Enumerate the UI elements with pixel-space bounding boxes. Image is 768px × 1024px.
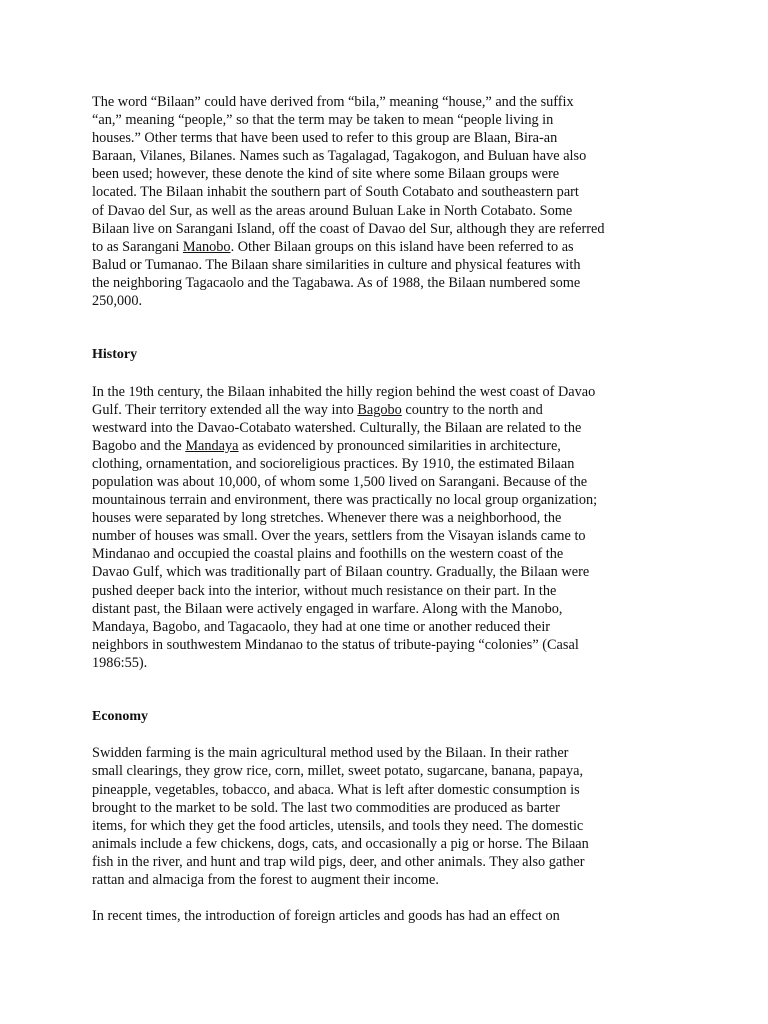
text-line: The word “Bilaan” could have derived from “bila,” meaning “house,” and the suffix: [92, 94, 574, 110]
bagobo-link[interactable]: Bagobo: [357, 401, 402, 418]
history-paragraph: [92, 383, 652, 673]
text-line: brought to the market to be sold. The last two commodities are produced as barter: [92, 799, 560, 816]
text-line: fish in the river, and hunt and trap wild pigs, deer, and other animals. They also gather: [92, 853, 585, 870]
text-line: neighbors in southwestem Mindanao to the status of tribute-paying “colonies” (Casal: [92, 636, 579, 653]
document-body: [92, 93, 652, 925]
text-line: number of houses was small. Over the years, settlers from the Visayan islands came to: [92, 528, 586, 545]
text-line: pushed deeper back into the interior, without much resistance on their part. In the: [92, 582, 557, 599]
text-line: Gulf. Their territory extended all the way into Bagobo country to the north and: [92, 401, 543, 418]
text-line: distant past, the Bilaan were actively engaged in warfare. Along with the Manobo,: [92, 600, 563, 617]
text-line: In recent times, the introduction of foreign articles and goods has had an effect on: [92, 908, 560, 925]
text-line: the neighboring Tagacaolo and the Tagabawa. As of 1988, the Bilaan numbered some: [92, 274, 581, 291]
text-line: Swidden farming is the main agricultural method used by the Bilaan. In their rather: [92, 745, 569, 762]
history-heading: History: [92, 347, 138, 363]
text-line: located. The Bilaan inhabit the southern part of South Cotabato and southeastern part: [92, 184, 579, 201]
text-line: of Davao del Sur, as well as the areas around Buluan Lake in North Cotabato. Some: [92, 202, 573, 219]
text-line: Davao Gulf, which was traditionally part of Bilaan country. Gradually, the Bilaan were: [92, 564, 590, 581]
text-line: items, for which they get the food articles, utensils, and tools they need. The domestic: [92, 817, 584, 834]
text-line: small clearings, they grow rice, corn, millet, sweet potato, sugarcane, banana, papaya,: [92, 763, 584, 780]
text-line: pineapple, vegetables, tobacco, and abaca. What is left after domestic consumption is: [92, 781, 580, 798]
text-line: houses were separated by long stretches. Whenever there was a neighborhood, the: [92, 510, 562, 527]
text-line: In the 19th century, the Bilaan inhabited the hilly region behind the west coast of Davao: [92, 383, 596, 400]
manobo-link[interactable]: Manobo: [182, 238, 231, 255]
mandaya-link[interactable]: Mandaya: [185, 437, 239, 454]
text-line: population was about 10,000, of whom some 1,500 lived on Sarangani. Because of the: [92, 473, 588, 490]
text-line: rattan and almaciga from the forest to augment their income.: [92, 872, 439, 889]
text-line: 1986:55).: [92, 654, 148, 671]
text-line: 250,000.: [92, 293, 143, 310]
text-line: Bagobo and the Mandaya as evidenced by pronounced similarities in architecture,: [92, 437, 561, 454]
text-line: clothing, ornamentation, and socioreligious practices. By 1910, the estimated Bilaan: [92, 455, 575, 472]
text-line: been used; however, these denote the kind of site where some Bilaan groups were: [92, 166, 560, 183]
text-line: “an,” meaning “people,” so that the term may be taken to mean “people living in: [92, 112, 554, 129]
economy-heading: Economy: [92, 709, 148, 725]
text-line: houses.” Other terms that have been used to refer to this group are Blaan, Bira-an: [92, 130, 558, 147]
text-line: Balud or Tumanao. The Bilaan share similarities in culture and physical features with: [92, 256, 581, 273]
intro-paragraph: [92, 93, 652, 310]
text-line: mountainous terrain and environment, there was practically no local group organization;: [92, 492, 598, 509]
text-line: Mindanao and occupied the coastal plains and foothills on the western coast of the: [92, 546, 564, 563]
text-line: Baraan, Vilanes, Bilanes. Names such as Tagalagad, Tagakogon, and Buluan have also: [92, 148, 587, 165]
text-line: Bilaan live on Sarangani Island, off the coast of Davao del Sur, although they are referred: [92, 220, 605, 237]
text-line: Mandaya, Bagobo, and Tagacaolo, they had at one time or another reduced their: [92, 618, 551, 635]
text-line: animals include a few chickens, dogs, cats, and occasionally a pig or horse. The Bilaan: [92, 835, 589, 852]
economy-paragraph: [92, 744, 652, 889]
text-line: to as Sarangani Manobo. Other Bilaan groups on this island have been referred to as: [92, 238, 574, 255]
text-line: westward into the Davao-Cotabato watershed. Culturally, the Bilaan are related to the: [92, 419, 582, 436]
economy-paragraph-2: [92, 907, 652, 925]
